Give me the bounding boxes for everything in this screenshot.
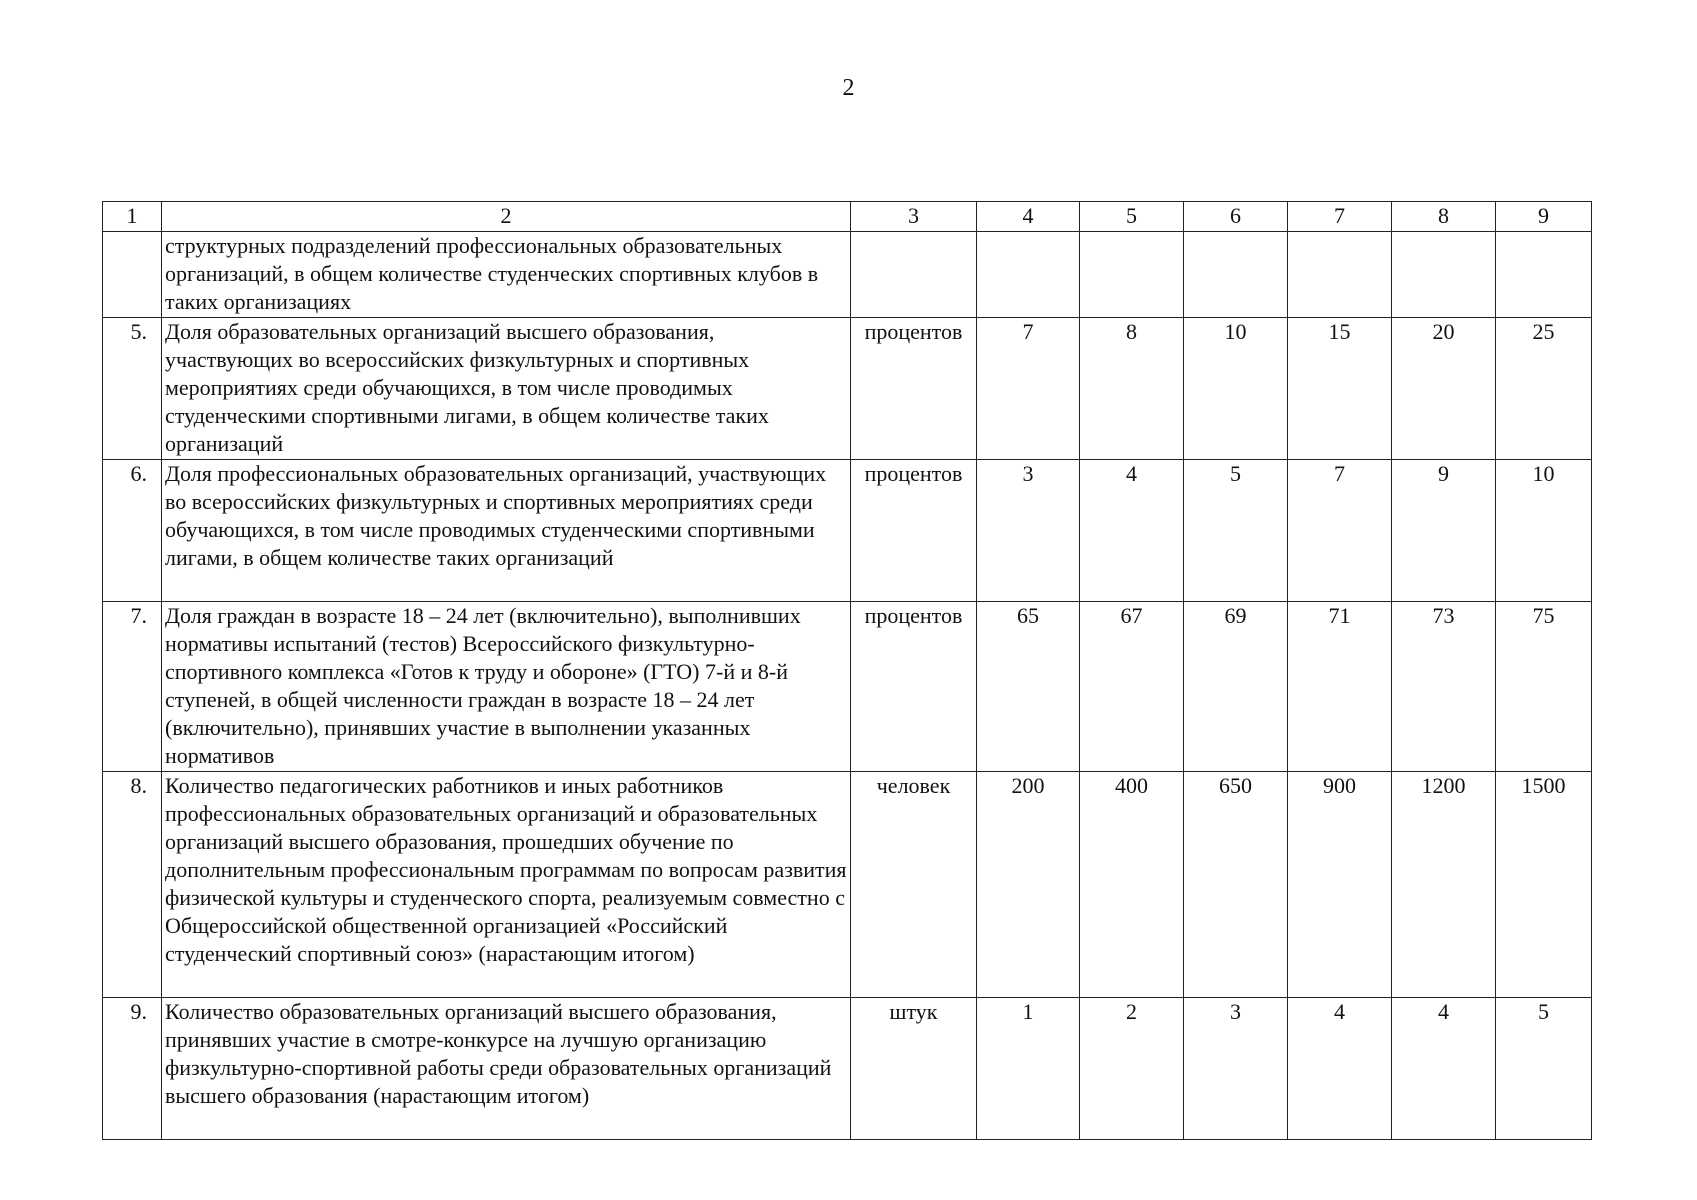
value-cell: 5 (1496, 998, 1592, 1140)
header-cell: 5 (1080, 202, 1184, 232)
value-cell (1080, 232, 1184, 318)
value-cell: 10 (1496, 460, 1592, 602)
value-cell (1496, 232, 1592, 318)
header-cell: 7 (1288, 202, 1392, 232)
row-number: 8. (103, 772, 162, 998)
value-cell: 15 (1288, 318, 1392, 460)
value-cell: 69 (1184, 602, 1288, 772)
indicator-name: Количество образовательных организаций высшего образования, принявших участие в смотре-конкурсе на лучшую организацию физкультурно-спортивной работы среди образовательных организаций высшего образования (нарастающим итогом) (162, 998, 851, 1140)
value-cell: 400 (1080, 772, 1184, 998)
unit-cell: человек (851, 772, 977, 998)
value-cell: 1 (977, 998, 1080, 1140)
indicator-name: Доля образовательных организаций высшего образования, участвующих во всероссийских физкультурных и спортивных мероприятиях среди обучающихся, в том числе проводимых студенческими спортивными лигами, в общем количестве таких организаций (162, 318, 851, 460)
value-cell: 7 (1288, 460, 1392, 602)
table-row (103, 998, 1592, 1140)
value-cell (1288, 232, 1392, 318)
value-cell: 75 (1496, 602, 1592, 772)
indicator-name: структурных подразделений профессиональных образовательных организаций, в общем количестве студенческих спортивных клубов в таких организациях (162, 232, 851, 318)
value-cell: 4 (1392, 998, 1496, 1140)
value-cell: 73 (1392, 602, 1496, 772)
value-cell: 900 (1288, 772, 1392, 998)
indicator-name: Доля граждан в возрасте 18 – 24 лет (включительно), выполнивших нормативы испытаний (тестов) Всероссийского физкультурно-спортивного комплекса «Готов к труду и обороне» (ГТО) 7-й и 8-й ступеней, в общей численности граждан в возрасте 18 – 24 лет (включительно), принявших участие в выполнении указанных нормативов (162, 602, 851, 772)
table-row (103, 460, 1592, 602)
page-number: 2 (842, 75, 855, 101)
table-header-row (103, 202, 1592, 232)
row-number: 6. (103, 460, 162, 602)
value-cell: 8 (1080, 318, 1184, 460)
unit-cell: процентов (851, 460, 977, 602)
row-number: 9. (103, 998, 162, 1140)
row-number: 7. (103, 602, 162, 772)
value-cell: 2 (1080, 998, 1184, 1140)
header-cell: 6 (1184, 202, 1288, 232)
header-cell: 2 (162, 202, 851, 232)
value-cell: 3 (977, 460, 1080, 602)
header-cell: 3 (851, 202, 977, 232)
unit-cell: штук (851, 998, 977, 1140)
table-row (103, 772, 1592, 998)
value-cell: 9 (1392, 460, 1496, 602)
value-cell: 1500 (1496, 772, 1592, 998)
unit-cell (851, 232, 977, 318)
value-cell: 67 (1080, 602, 1184, 772)
table-row (103, 232, 1592, 318)
header-cell: 4 (977, 202, 1080, 232)
value-cell: 71 (1288, 602, 1392, 772)
value-cell (977, 232, 1080, 318)
value-cell (1184, 232, 1288, 318)
table-row (103, 602, 1592, 772)
unit-cell: процентов (851, 602, 977, 772)
value-cell: 5 (1184, 460, 1288, 602)
value-cell (1392, 232, 1496, 318)
value-cell: 7 (977, 318, 1080, 460)
value-cell: 4 (1080, 460, 1184, 602)
indicator-name: Количество педагогических работников и иных работников профессиональных образовательных организаций и образовательных организаций высшего образования, прошедших обучение по дополнительным профессиональным программам по вопросам развития физической культуры и студенческого спорта, реализуемым совместно с Общероссийской общественной организацией «Российский студенческий спортивный союз» (нарастающим итогом) (162, 772, 851, 998)
value-cell: 25 (1496, 318, 1592, 460)
unit-cell: процентов (851, 318, 977, 460)
indicators-table (102, 201, 1592, 1140)
header-cell: 9 (1496, 202, 1592, 232)
value-cell: 3 (1184, 998, 1288, 1140)
header-cell: 8 (1392, 202, 1496, 232)
indicator-name: Доля профессиональных образовательных организаций, участвующих во всероссийских физкультурных и спортивных мероприятиях среди обучающихся, в том числе проводимых студенческими спортивными лигами, в общем количестве таких организаций (162, 460, 851, 602)
value-cell: 650 (1184, 772, 1288, 998)
value-cell: 20 (1392, 318, 1496, 460)
value-cell: 4 (1288, 998, 1392, 1140)
value-cell: 65 (977, 602, 1080, 772)
value-cell: 1200 (1392, 772, 1496, 998)
value-cell: 200 (977, 772, 1080, 998)
header-cell: 1 (103, 202, 162, 232)
table-row (103, 318, 1592, 460)
value-cell: 10 (1184, 318, 1288, 460)
row-number (103, 232, 162, 318)
row-number: 5. (103, 318, 162, 460)
